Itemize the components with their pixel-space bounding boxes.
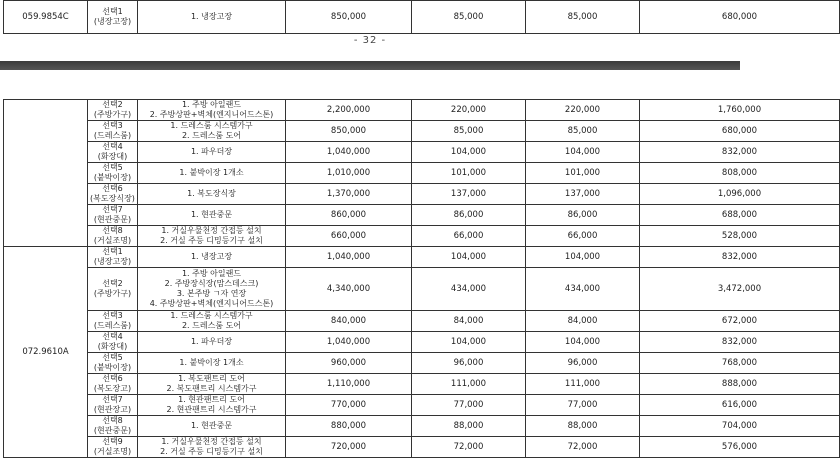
price-cell: 840,000 (286, 311, 412, 332)
table-row (4, 1, 840, 34)
price-cell: 1,010,000 (286, 163, 412, 184)
price-cell: 104,000 (412, 247, 526, 268)
price-cell: 888,000 (640, 374, 840, 395)
price-cell: 72,000 (526, 437, 640, 458)
price-cell: 104,000 (526, 142, 640, 163)
table-row (4, 184, 840, 205)
price-cell: 576,000 (640, 437, 840, 458)
price-cell: 768,000 (640, 353, 840, 374)
option-name: 선택8 (거실조명) (88, 226, 138, 247)
option-name: 선택7 (현관중문) (88, 205, 138, 226)
option-items: 1. 현관팬트리 도어 2. 현관팬트리 시스템가구 (138, 395, 286, 416)
option-items: 1. 붙박이장 1개소 (138, 353, 286, 374)
option-items: 1. 복도팬트리 도어 2. 복도팬트리 시스템가구 (138, 374, 286, 395)
table-row (4, 121, 840, 142)
table-row (4, 100, 840, 121)
unit-type-code: 059.9854C (4, 1, 88, 34)
option-name: 선택4 (화장대) (88, 142, 138, 163)
price-cell: 84,000 (412, 311, 526, 332)
price-cell: 1,040,000 (286, 332, 412, 353)
price-cell: 137,000 (412, 184, 526, 205)
price-cell: 832,000 (640, 247, 840, 268)
option-name: 선택1 (냉장고장) (88, 1, 138, 34)
option-name: 선택9 (거실조명) (88, 437, 138, 458)
price-cell: 66,000 (526, 226, 640, 247)
table-row (4, 311, 840, 332)
price-cell: 86,000 (412, 205, 526, 226)
price-cell: 660,000 (286, 226, 412, 247)
option-items: 1. 냉장고장 (138, 1, 286, 34)
price-cell: 220,000 (526, 100, 640, 121)
option-items: 1. 붙박이장 1개소 (138, 163, 286, 184)
price-cell: 850,000 (286, 121, 412, 142)
price-cell: 434,000 (526, 268, 640, 311)
price-cell: 2,200,000 (286, 100, 412, 121)
price-cell: 111,000 (526, 374, 640, 395)
price-cell: 832,000 (640, 142, 840, 163)
price-cell: 434,000 (412, 268, 526, 311)
table-row (4, 437, 840, 458)
option-items: 1. 냉장고장 (138, 247, 286, 268)
price-cell: 101,000 (526, 163, 640, 184)
unit-type-code: 072.9610A (4, 247, 88, 458)
price-cell: 528,000 (640, 226, 840, 247)
option-items: 1. 거실우물천정 간접등 설치 2. 거실 주등 디밍등기구 설치 (138, 437, 286, 458)
option-name: 선택5 (붙박이장) (88, 163, 138, 184)
price-cell: 86,000 (526, 205, 640, 226)
price-cell: 104,000 (412, 332, 526, 353)
option-items: 1. 파우더장 (138, 142, 286, 163)
price-cell: 672,000 (640, 311, 840, 332)
option-name: 선택4 (화장대) (88, 332, 138, 353)
table-row (4, 247, 840, 268)
price-cell: 66,000 (412, 226, 526, 247)
option-items: 1. 현관중문 (138, 416, 286, 437)
option-name: 선택6 (복도장식장) (88, 184, 138, 205)
price-cell: 88,000 (412, 416, 526, 437)
unit-type-code (4, 100, 88, 247)
price-cell: 1,110,000 (286, 374, 412, 395)
top-price-table (3, 0, 840, 34)
price-cell: 770,000 (286, 395, 412, 416)
price-cell: 680,000 (640, 121, 840, 142)
option-name: 선택6 (복도장고) (88, 374, 138, 395)
option-name: 선택3 (드레스룸) (88, 121, 138, 142)
price-cell: 832,000 (640, 332, 840, 353)
option-name: 선택5 (붙박이장) (88, 353, 138, 374)
option-items: 1. 주방 아일랜드 2. 주방상판+벽체(엔지니어드스톤) (138, 100, 286, 121)
table-row (4, 226, 840, 247)
table-row (4, 205, 840, 226)
page-number: - 32 - (353, 35, 387, 46)
table-row (4, 142, 840, 163)
option-items: 1. 드레스룸 시스템가구 2. 드레스룸 도어 (138, 311, 286, 332)
price-cell: 1,096,000 (640, 184, 840, 205)
option-name: 선택3 (드레스룸) (88, 311, 138, 332)
price-cell: 85,000 (412, 121, 526, 142)
price-cell: 688,000 (640, 205, 840, 226)
price-cell: 704,000 (640, 416, 840, 437)
option-name: 선택7 (현관장고) (88, 395, 138, 416)
option-items: 1. 거실우물천정 간접등 설치 2. 거실 주등 디밍등기구 설치 (138, 226, 286, 247)
option-name: 선택2 (주방가구) (88, 100, 138, 121)
price-cell: 1,040,000 (286, 142, 412, 163)
price-cell: 101,000 (412, 163, 526, 184)
price-cell: 4,340,000 (286, 268, 412, 311)
price-cell: 104,000 (526, 332, 640, 353)
price-cell: 1,370,000 (286, 184, 412, 205)
table-row (4, 374, 840, 395)
price-cell: 880,000 (286, 416, 412, 437)
price-cell: 77,000 (526, 395, 640, 416)
table-row (4, 332, 840, 353)
price-cell: 111,000 (412, 374, 526, 395)
price-cell: 808,000 (640, 163, 840, 184)
option-items: 1. 파우더장 (138, 332, 286, 353)
price-cell: 77,000 (412, 395, 526, 416)
price-cell: 1,040,000 (286, 247, 412, 268)
option-items: 1. 복도장식장 (138, 184, 286, 205)
price-cell: 72,000 (412, 437, 526, 458)
table-row (4, 163, 840, 184)
option-name: 선택2 (주방가구) (88, 268, 138, 311)
option-name: 선택1 (냉장고장) (88, 247, 138, 268)
price-cell: 680,000 (640, 1, 840, 34)
price-cell: 1,760,000 (640, 100, 840, 121)
table-row (4, 395, 840, 416)
option-items: 1. 주방 아일랜드 2. 주방장식장(맘스데스크) 3. 본주방 ㄱ자 연장 4. 주방상판+벽체(엔지니어드스톤) (138, 268, 286, 311)
page-divider-bar (0, 61, 740, 70)
price-cell: 104,000 (412, 142, 526, 163)
price-cell: 860,000 (286, 205, 412, 226)
price-cell: 850,000 (286, 1, 412, 34)
option-price-table (3, 99, 840, 458)
option-items: 1. 드레스룸 시스템가구 2. 드레스룸 도어 (138, 121, 286, 142)
price-cell: 137,000 (526, 184, 640, 205)
option-items: 1. 현관중문 (138, 205, 286, 226)
price-cell: 220,000 (412, 100, 526, 121)
price-cell: 616,000 (640, 395, 840, 416)
price-cell: 88,000 (526, 416, 640, 437)
option-name: 선택8 (현관중문) (88, 416, 138, 437)
price-cell: 960,000 (286, 353, 412, 374)
price-cell: 84,000 (526, 311, 640, 332)
table-row (4, 416, 840, 437)
price-cell: 85,000 (526, 1, 640, 34)
price-cell: 96,000 (412, 353, 526, 374)
price-cell: 3,472,000 (640, 268, 840, 311)
price-cell: 720,000 (286, 437, 412, 458)
price-cell: 85,000 (412, 1, 526, 34)
table-row (4, 353, 840, 374)
table-row (4, 268, 840, 311)
price-cell: 85,000 (526, 121, 640, 142)
price-cell: 96,000 (526, 353, 640, 374)
price-cell: 104,000 (526, 247, 640, 268)
